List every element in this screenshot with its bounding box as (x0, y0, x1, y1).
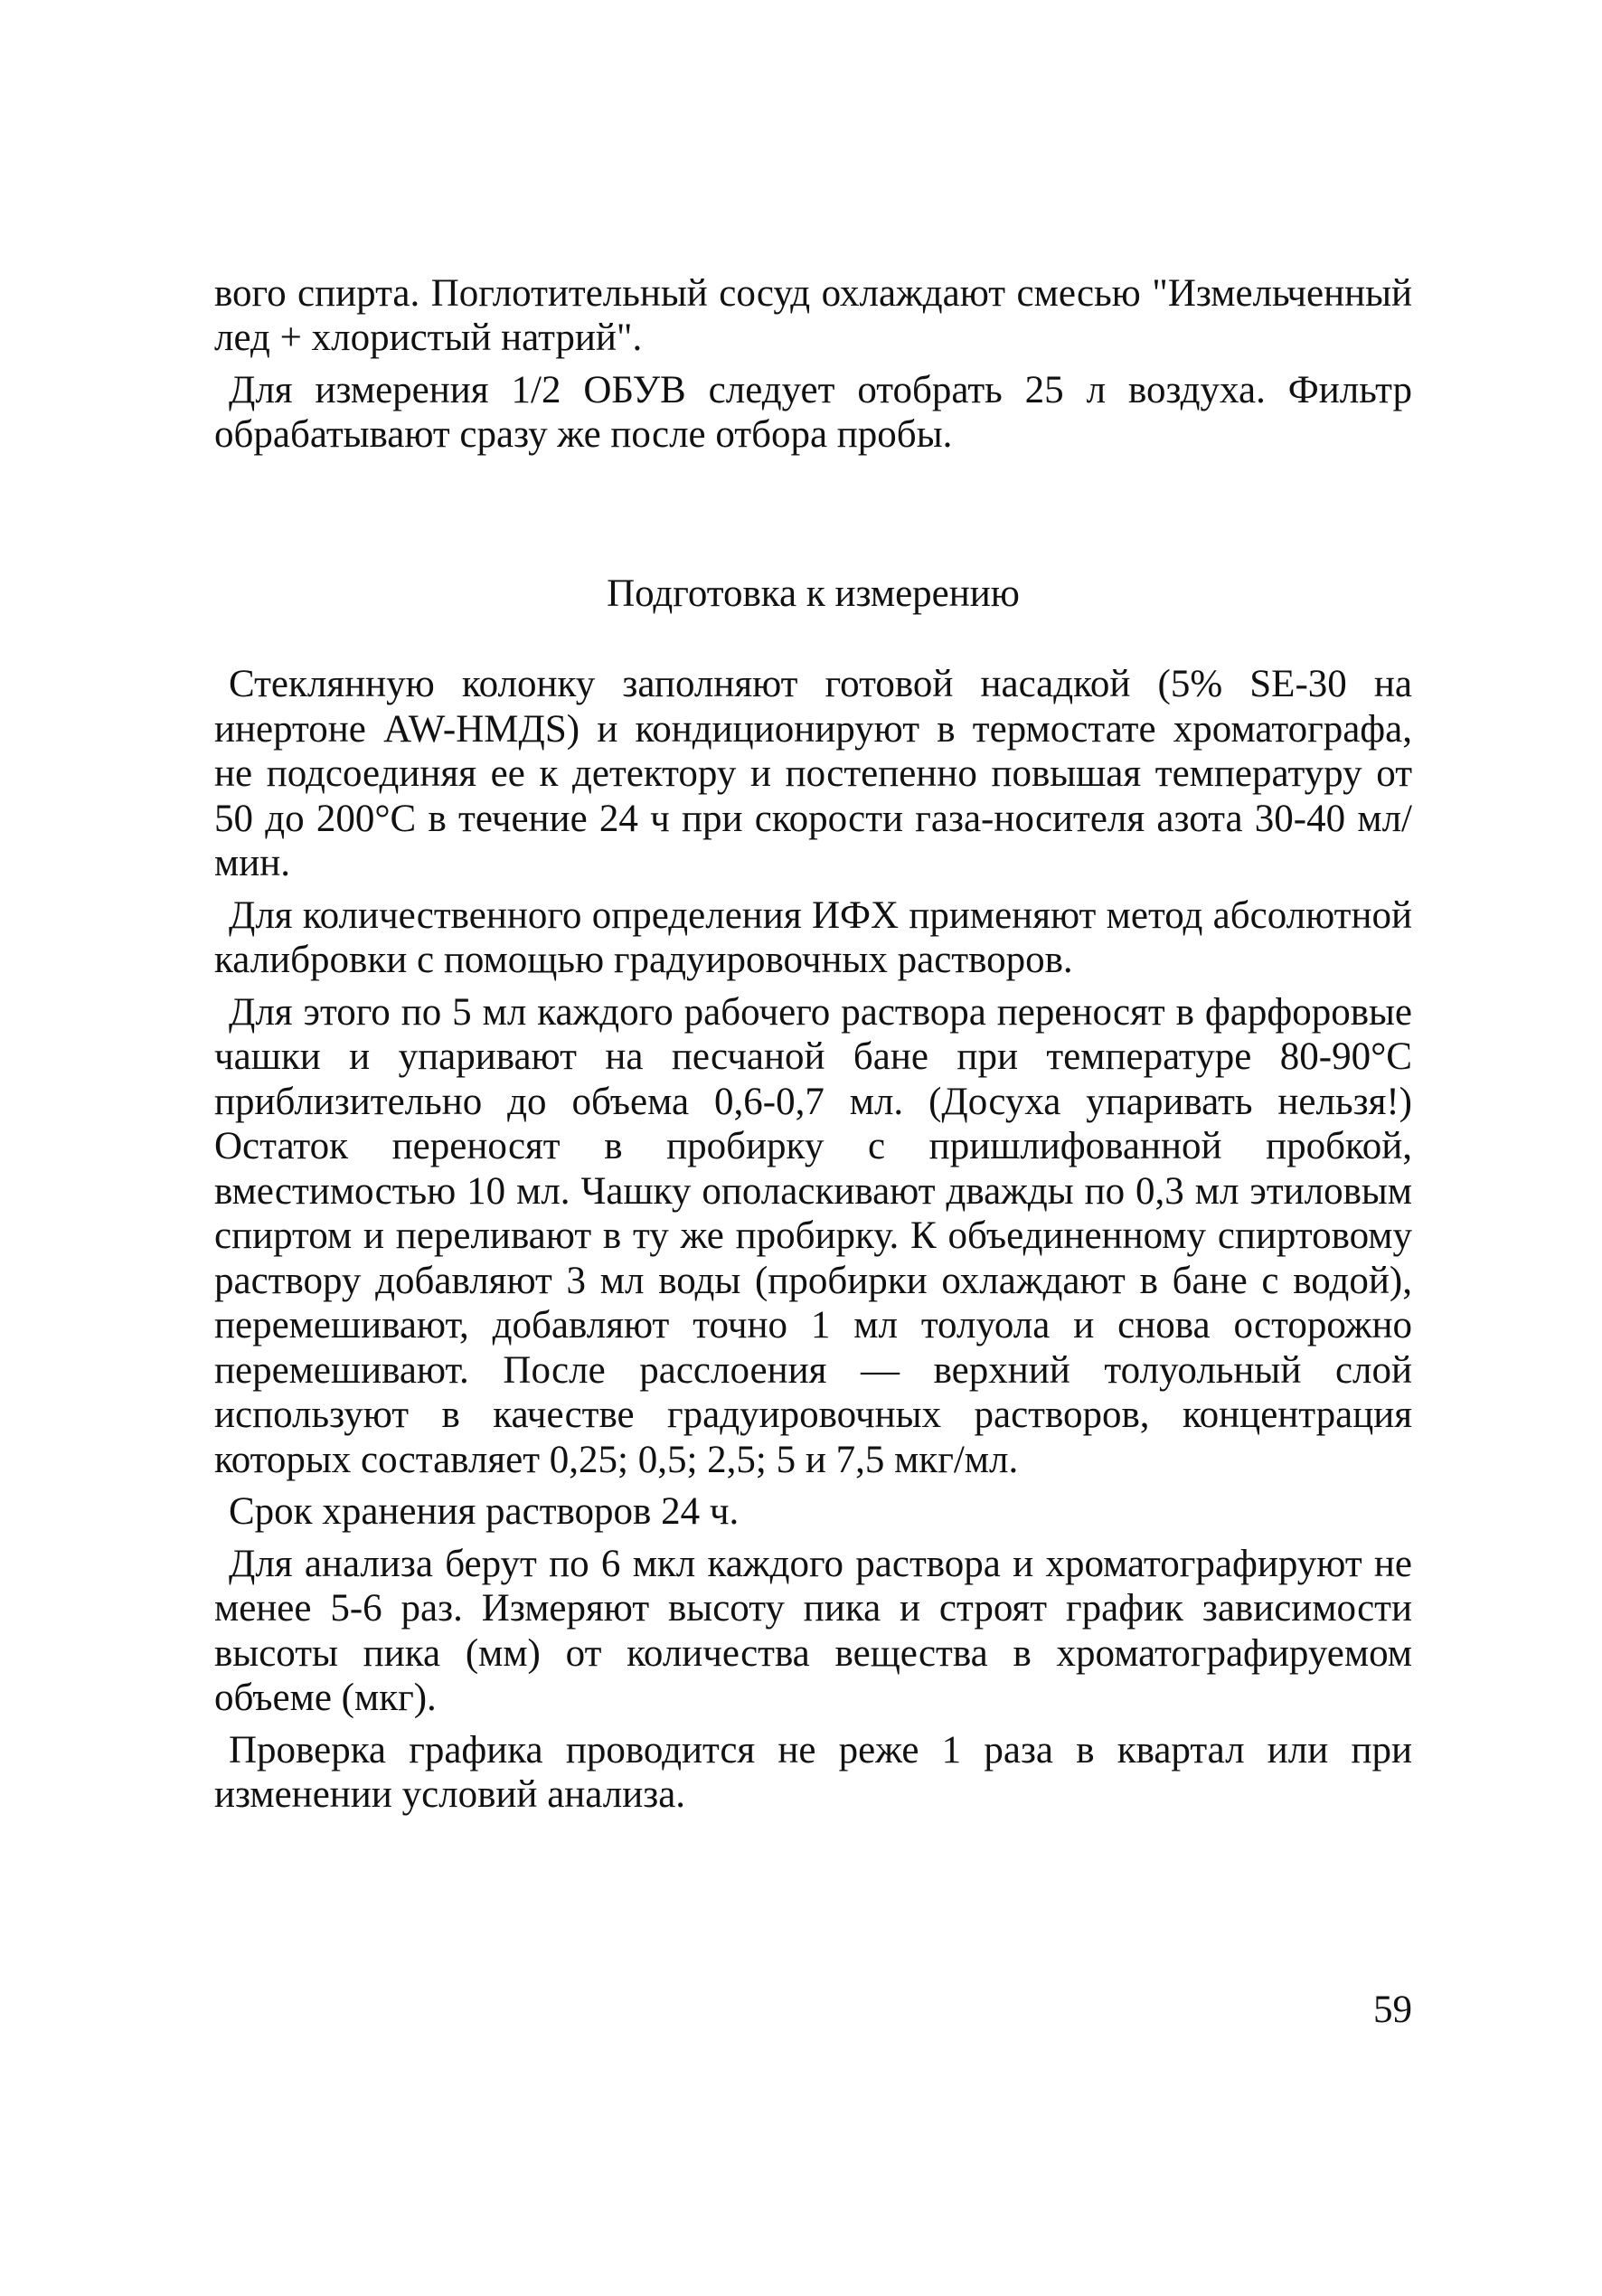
paragraph-analysis: Для анализа берут по 6 мкл каждого раствора и хроматографируют не менее 5-6 раз. Измеряют высоту пика и строят график зависимости высоты пика (мм) от количества вещества в хроматографируемом объеме (мкг). (214, 1542, 1412, 1719)
paragraph-sampling-volume: Для измерения 1/2 ОБУВ следует отобрать 25 л воздуха. Фильтр обрабатывают сразу же после отбора пробы. (214, 369, 1412, 456)
section-heading: Подготовка к измерению (607, 572, 1020, 615)
page-number: 59 (1373, 1989, 1412, 2031)
paragraph-storage-time: Срок хранения растворов 24 ч. (229, 1490, 740, 1533)
paragraph-graph-check: Проверка графика проводится не реже 1 раза в квартал или при изменении условий анализа. (214, 1728, 1412, 1816)
section-body (214, 662, 1412, 1825)
top-text-block (214, 271, 1412, 457)
paragraph-continued: вого спирта. Поглотительный сосуд охлаждают смесью "Измельченный лед + хлористый натрий". (214, 272, 1412, 359)
paragraph-column-preparation: Стеклянную колонку заполняют готовой насадкой (5% SE-30 на инертоне AW-HMДS) и кондиционируют в термостате хроматографа, не подсоединяя ее к детектору и постепенно повышая температуру от 50 до 200°С в течение 24 ч при скорости газа-носителя азота 30-40 мл/мин. (214, 663, 1412, 884)
paragraph-calibration-method: Для количественного определения ИФХ применяют метод абсолютной калибровки с помощью градуировочных растворов. (214, 893, 1412, 981)
paragraph-calibration-procedure: Для этого по 5 мл каждого рабочего раствора переносят в фарфоровые чашки и упаривают на песчаной бане при температуре 80-90°С приблизительно до объема 0,6-0,7 мл. (Досуха упаривать нельзя!) Остаток переносят в пробирку с пришлифованной пробкой, вместимостью 10 мл. Чашку ополаскивают дважды по 0,3 мл этиловым спиртом и переливают в ту же пробирку. К объединенному спиртовому раствору добавляют 3 мл воды (пробирки охлаждают в бане с водой), перемешивают, добавляют точно 1 мл толуола и снова осторожно перемешивают. После расслоения — верхний толуольный слой используют в качестве градуировочных растворов, концентрация которых составляет 0,25; 0,5; 2,5; 5 и 7,5 мкг/мл. (214, 990, 1412, 1481)
